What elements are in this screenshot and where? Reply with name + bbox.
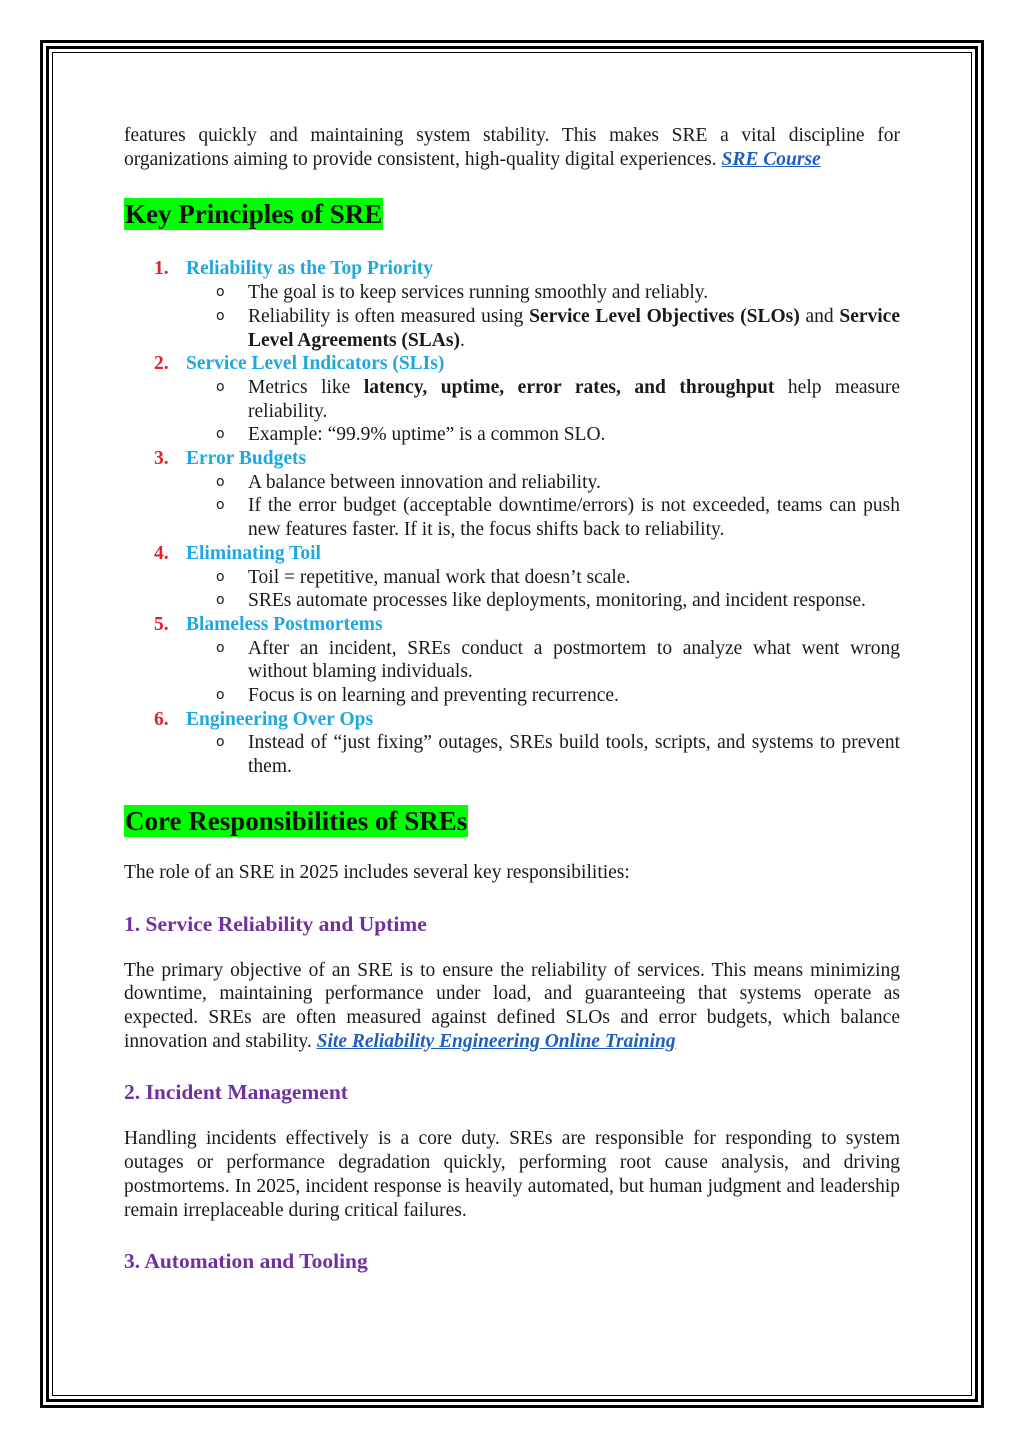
intro-text: features quickly and maintaining system stability. This makes SRE a vital discipline for organizations aiming to provide consistent, high-quality digital experiences. bbox=[124, 125, 900, 170]
principle-title: Service Level Indicators (SLIs) bbox=[186, 353, 445, 375]
sub-bullet-item bbox=[186, 281, 900, 305]
principle-number: 1. bbox=[154, 258, 169, 280]
hollow-bullet-icon: o bbox=[216, 426, 225, 443]
key-principles-heading: Key Principles of SRE bbox=[125, 199, 383, 230]
sub-text: Toil = repetitive, manual work that doesn’t scale. bbox=[248, 566, 631, 588]
sub-bullet-item bbox=[186, 566, 900, 590]
sre-course-link[interactable]: SRE Course bbox=[721, 148, 821, 170]
hollow-bullet-icon: o bbox=[216, 687, 225, 704]
sub-bullet-item bbox=[186, 731, 900, 778]
sub-bold-text: Service Level Objectives (SLOs) bbox=[529, 305, 800, 327]
core-intro: The role of an SRE in 2025 includes several key responsibilities: bbox=[124, 861, 630, 883]
principle-item bbox=[124, 542, 900, 613]
sub-bullet-item bbox=[186, 684, 900, 708]
sub-bullet-item bbox=[186, 305, 900, 352]
principle-number: 2. bbox=[154, 353, 169, 375]
principle-title: Reliability as the Top Priority bbox=[186, 258, 434, 280]
sre-online-training-link[interactable]: Site Reliability Engineering Online Training bbox=[316, 1030, 676, 1052]
sub-text: help measure reliability. bbox=[248, 376, 900, 422]
principle-number: 3. bbox=[154, 448, 169, 470]
principle-title: Eliminating Toil bbox=[186, 542, 321, 564]
section-title-reliability: 1. Service Reliability and Uptime bbox=[124, 911, 427, 936]
document-body bbox=[124, 124, 900, 1274]
principle-number: 4. bbox=[154, 542, 169, 564]
intro-paragraph bbox=[124, 124, 900, 171]
section-paragraph-reliability bbox=[124, 959, 900, 1054]
principle-title: Blameless Postmortems bbox=[186, 613, 383, 635]
principle-item bbox=[124, 613, 900, 708]
principle-number: 5. bbox=[154, 613, 169, 635]
principle-title: Error Budgets bbox=[186, 448, 307, 470]
sub-text: . bbox=[459, 329, 465, 351]
sub-text: Example: “99.9% uptime” is a common SLO. bbox=[248, 424, 606, 446]
sub-bold-text: latency, uptime, error rates, and throughput bbox=[363, 376, 775, 398]
sub-text: A balance between innovation and reliability. bbox=[248, 471, 601, 493]
core-responsibilities-heading: Core Responsibilities of SREs bbox=[125, 805, 468, 836]
section-paragraph-incident: Handling incidents effectively is a core duty. SREs are responsible for responding to system outages or performance degradation quickly, performing root cause analysis, and driving postmortems. In 2025, incident response is heavily automated, but human judgment and leadership remain irreplaceable during critical failures. bbox=[124, 1128, 900, 1221]
principle-item bbox=[124, 447, 900, 542]
sub-text: and bbox=[799, 305, 840, 327]
principle-item bbox=[124, 352, 900, 447]
principles-list bbox=[124, 257, 900, 778]
hollow-bullet-icon: o bbox=[216, 378, 225, 395]
sub-bullet-item bbox=[186, 471, 900, 495]
sub-text: The goal is to keep services running smoothly and reliably. bbox=[248, 282, 709, 304]
hollow-bullet-icon: o bbox=[216, 568, 225, 585]
section-text: The primary objective of an SRE is to ensure the reliability of services. This means minimizing downtime, maintaining performance under load, and guaranteeing that systems operate as expected. SREs are often measured against defined SLOs and error budgets, which balance innovation and stability. bbox=[124, 959, 900, 1052]
sub-bullet-item bbox=[186, 589, 900, 613]
sub-bullet-item bbox=[186, 423, 900, 447]
sub-bullet-item bbox=[186, 376, 900, 423]
hollow-bullet-icon: o bbox=[216, 592, 225, 609]
sub-text: Instead of “just fixing” outages, SREs build tools, scripts, and systems to prevent them. bbox=[248, 732, 900, 778]
hollow-bullet-icon: o bbox=[216, 734, 225, 751]
sub-bold-text: Service Level Agreements (SLAs) bbox=[248, 305, 900, 351]
sub-text: Reliability is often measured using bbox=[248, 305, 530, 327]
sub-text: After an incident, SREs conduct a postmortem to analyze what went wrong without blaming individuals. bbox=[248, 637, 900, 683]
hollow-bullet-icon: o bbox=[216, 639, 225, 656]
sub-text: SREs automate processes like deployments, monitoring, and incident response. bbox=[248, 590, 866, 612]
hollow-bullet-icon: o bbox=[216, 473, 225, 490]
principle-item bbox=[124, 708, 900, 779]
section-title-automation: 3. Automation and Tooling bbox=[124, 1249, 368, 1274]
hollow-bullet-icon: o bbox=[216, 284, 225, 301]
hollow-bullet-icon: o bbox=[216, 497, 225, 514]
principle-number: 6. bbox=[154, 708, 169, 730]
hollow-bullet-icon: o bbox=[216, 307, 225, 324]
principle-title: Engineering Over Ops bbox=[186, 708, 374, 730]
section-title-incident: 2. Incident Management bbox=[124, 1080, 348, 1105]
sub-text: Focus is on learning and preventing recurrence. bbox=[248, 685, 619, 707]
sub-text: If the error budget (acceptable downtime/errors) is not exceeded, teams can push new features faster. If it is, the focus shifts back to reliability. bbox=[248, 495, 900, 541]
sub-bullet-item bbox=[186, 494, 900, 541]
principle-item bbox=[124, 257, 900, 352]
sub-bullet-item bbox=[186, 637, 900, 684]
sub-text: Metrics like bbox=[248, 376, 364, 398]
